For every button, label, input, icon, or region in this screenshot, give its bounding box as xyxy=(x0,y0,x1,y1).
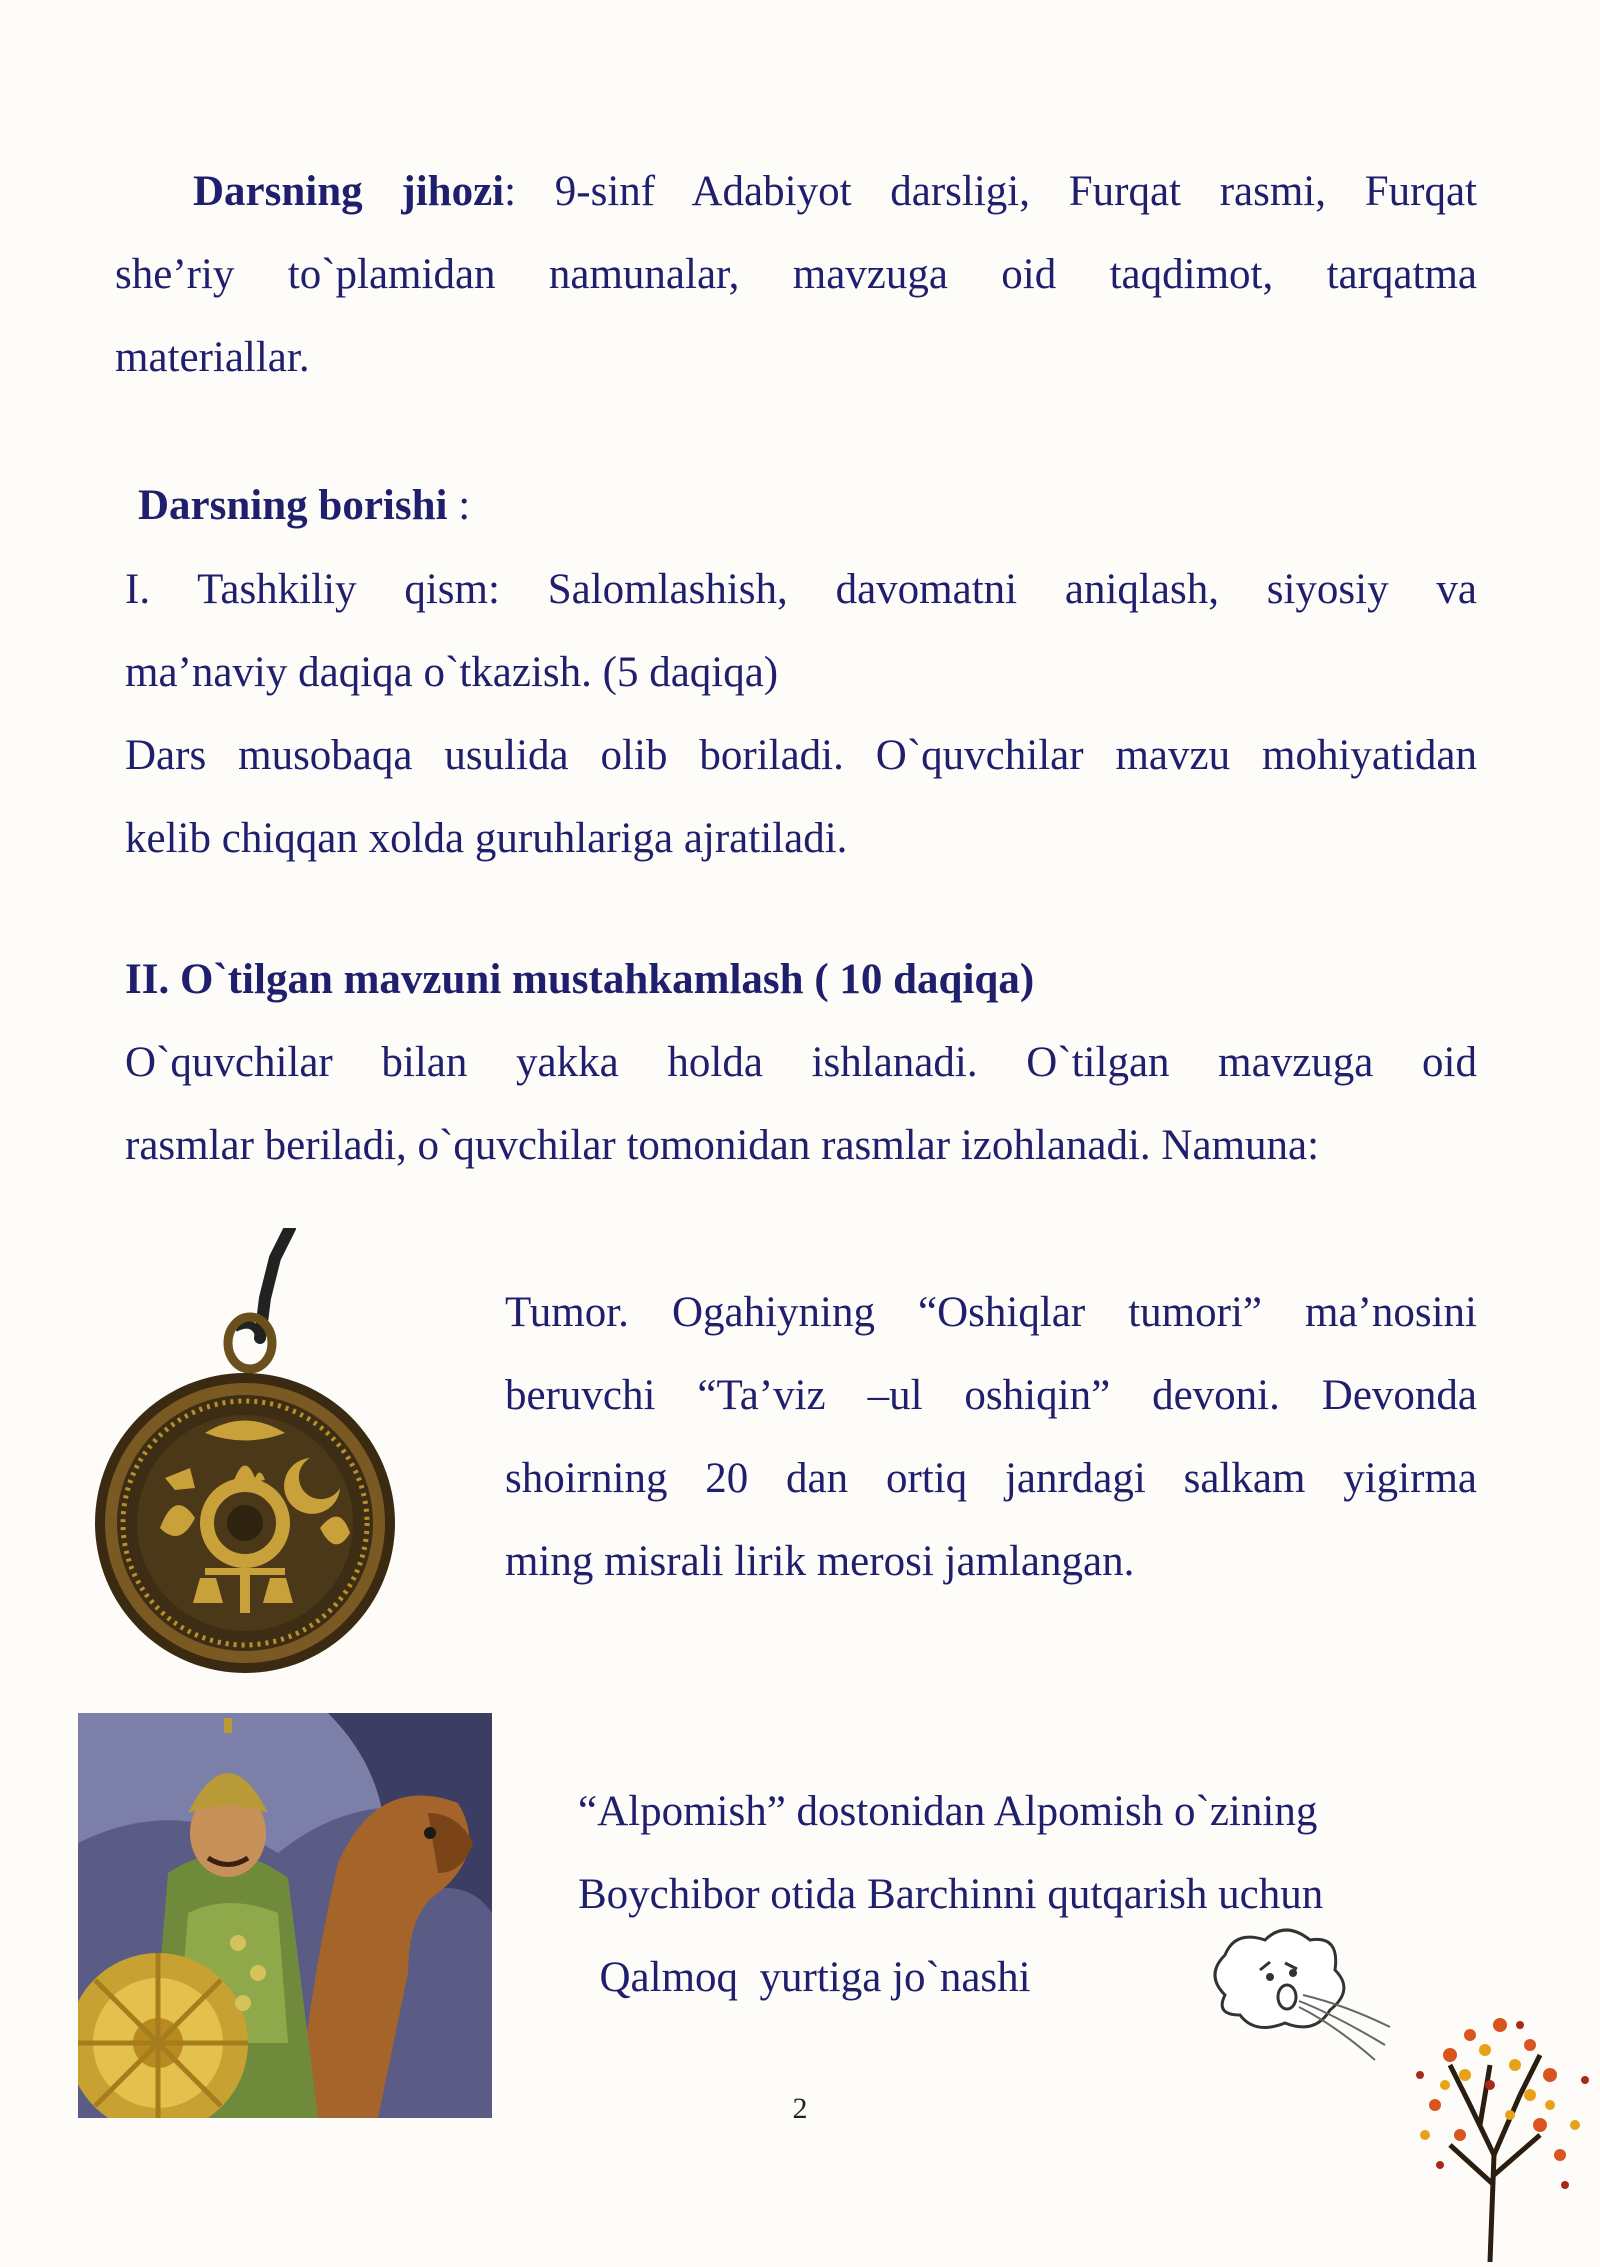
section-1-paragraph xyxy=(125,548,1477,880)
equipment-line-3: materiallar. xyxy=(115,334,310,381)
section-2-line-1: O`quvchilar bilan yakka holda ishlanadi. O`tilgan mavzuga oid xyxy=(125,1039,1477,1086)
section-2-line-2: rasmlar beriladi, o`quvchilar tomonidan rasmlar izohlanadi. Namuna: xyxy=(125,1122,1320,1169)
equipment-line-2: she’riy to`plamidan namunalar, mavzuga oid taqdimot, tarqatma xyxy=(115,251,1477,298)
alpomish-line-2: Boychibor otida Barchinni qutqarish uchun xyxy=(578,1871,1324,1918)
section-1-line-1: I. Tashkiliy qism: Salomlashish, davomatni aniqlash, siyosiy va xyxy=(125,566,1477,613)
wind-cloud-icon xyxy=(1195,1915,1395,2075)
section-1-line-3: Dars musobaqa usulida olib boriladi. O`quvchilar mavzu mohiyatidan xyxy=(125,732,1477,779)
alpomish-line-1: “Alpomish” dostonidan Alpomish o`zining xyxy=(578,1788,1318,1835)
autumn-tree-image xyxy=(1390,1985,1600,2262)
amulet-paragraph xyxy=(505,1271,1477,1603)
section-1-line-2: ma’naviy daqiqa o`tkazish. (5 daqiqa) xyxy=(125,649,779,696)
amulet-line-1: Tumor. Ogahiyning “Oshiqlar tumori” ma’nosini xyxy=(505,1289,1477,1336)
equipment-line-1 xyxy=(115,150,1477,233)
equipment-text-1: 9-sinf Adabiyot darsligi, Furqat rasmi, Furqat xyxy=(516,168,1477,215)
equipment-colon: : xyxy=(504,168,517,215)
alpomish-image xyxy=(78,1713,492,2118)
progress-label: Darsning borishi xyxy=(138,482,448,529)
alpomish-line-3: Qalmoq yurtiga jo`nashi xyxy=(578,1954,1031,2001)
autumn-tree-icon xyxy=(1390,1985,1600,2262)
amulet-line-4: ming misrali lirik merosi jamlangan. xyxy=(505,1538,1135,1585)
amulet-line-2: beruvchi “Ta’viz –ul oshiqin” devoni. Devonda xyxy=(505,1372,1477,1419)
section-2-heading: II. O`tilgan mavzuni mustahkamlash ( 10 daqiqa) xyxy=(125,956,1035,1003)
amulet-line-3: shoirning 20 dan ortiq janrdagi salkam yigirma xyxy=(505,1455,1477,1502)
equipment-label: Darsning jihozi xyxy=(193,168,505,215)
equipment-paragraph xyxy=(115,150,1477,399)
section-1-line-4: kelib chiqqan xolda guruhlariga ajratiladi. xyxy=(125,815,848,862)
amulet-image xyxy=(85,1228,405,1678)
progress-heading xyxy=(138,464,470,547)
page-number: 2 xyxy=(792,2092,808,2125)
progress-colon: : xyxy=(447,482,471,529)
section-2-paragraph xyxy=(125,938,1477,1187)
wind-cloud-image xyxy=(1195,1915,1395,2075)
warrior-on-horse-icon xyxy=(78,1713,492,2118)
amulet-icon xyxy=(85,1228,405,1678)
